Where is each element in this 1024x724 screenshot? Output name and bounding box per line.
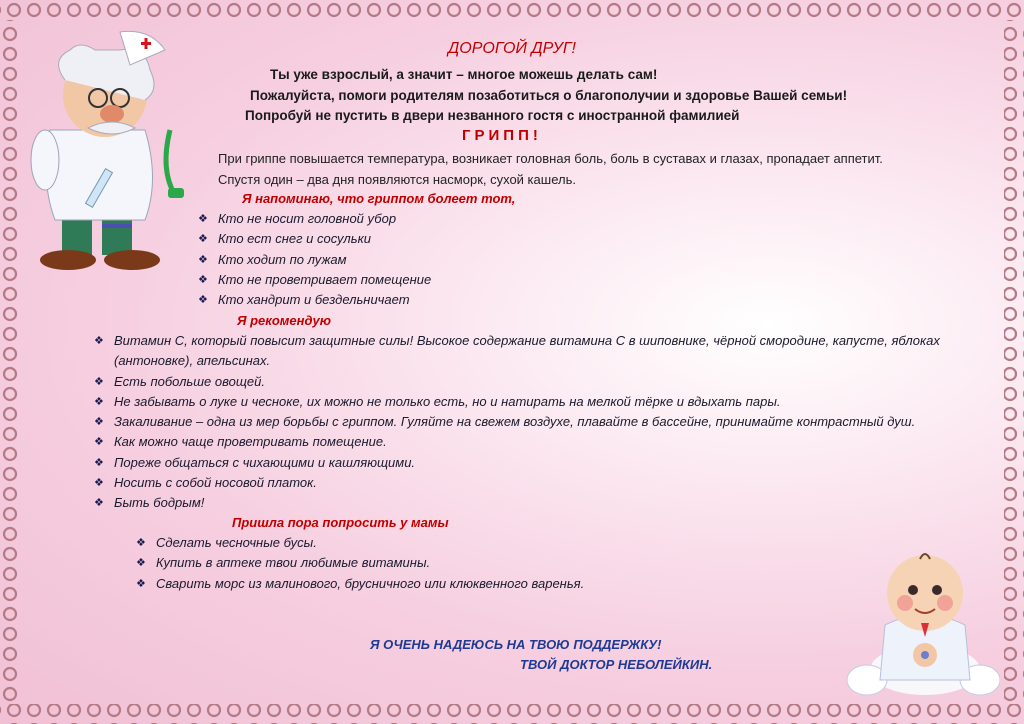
recommend-list bbox=[94, 331, 984, 514]
list-item: ❖ Кто ходит по лужам bbox=[198, 250, 598, 270]
closing-signature: ТВОЙ ДОКТОР НЕБОЛЕЙКИН. bbox=[520, 657, 713, 672]
list-item: ❖ Кто не носит головной убор bbox=[198, 209, 598, 229]
list-item: ❖ Закаливание – одна из мер борьбы с гриппом. Гуляйте на свежем воздухе, плавайте в бассейне, принимайте контрастный душ. bbox=[94, 412, 984, 432]
list-item: ❖ Как можно чаще проветривать помещение. bbox=[94, 432, 984, 452]
intro-line-3: Попробуй не пустить в двери незванного гостя с иностранной фамилией bbox=[245, 108, 740, 123]
list-item: ❖ Сделать чесночные бусы. bbox=[136, 533, 736, 553]
list-item: ❖ Быть бодрым! bbox=[94, 493, 984, 513]
risk-list bbox=[198, 209, 598, 310]
list-item: ❖ Кто хандрит и бездельничает bbox=[198, 290, 598, 310]
list-item: ❖ Сварить морс из малинового, брусничного или клюквенного варенья. bbox=[136, 574, 736, 594]
list-item: ❖ Носить с собой носовой платок. bbox=[94, 473, 984, 493]
list-item: ❖ Есть побольше овощей. bbox=[94, 372, 984, 392]
list-item: ❖ Пореже общаться с чихающими и кашляющими. bbox=[94, 453, 984, 473]
reminder-title: Я напоминаю, что гриппом болеет тот, bbox=[242, 191, 516, 206]
recommend-title: Я рекомендую bbox=[237, 313, 331, 328]
closing-line-1: Я ОЧЕНЬ НАДЕЮСЬ НА ТВОЮ ПОДДЕРЖКУ! bbox=[370, 637, 662, 652]
flu-title: ГРИПП! bbox=[462, 127, 542, 144]
heading: ДОРОГОЙ ДРУГ! bbox=[448, 40, 576, 57]
list-item: ❖ Кто не проветривает помещение bbox=[198, 270, 598, 290]
symptoms-line-1: При гриппе повышается температура, возникает головная боль, боль в суставах и глазах, пропадает аппетит. bbox=[218, 151, 883, 166]
intro-line-2: Пожалуйста, помоги родителям позаботиться о благополучии и здоровье Вашей семьи! bbox=[250, 88, 848, 103]
ask-title: Пришла пора попросить у мамы bbox=[232, 515, 449, 530]
symptoms-line-2: Спустя один – два дня появляются насморк, сухой кашель. bbox=[218, 172, 576, 187]
ask-list bbox=[136, 533, 736, 594]
list-item: ❖ Купить в аптеке твои любимые витамины. bbox=[136, 553, 736, 573]
list-item: ❖ Кто ест снег и сосульки bbox=[198, 229, 598, 249]
list-item: ❖ Витамин С, который повысит защитные силы! Высокое содержание витамина С в шиповнике, чёрной смородине, капусте, яблоках (антоновке), апельсинах. bbox=[94, 331, 944, 372]
intro-line-1: Ты уже взрослый, а значит – многое можешь делать сам! bbox=[270, 67, 658, 82]
list-item: ❖ Не забывать о луке и чесноке, их можно не только есть, но и натирать на мелкой тёрке и вдыхать пары. bbox=[94, 392, 984, 412]
